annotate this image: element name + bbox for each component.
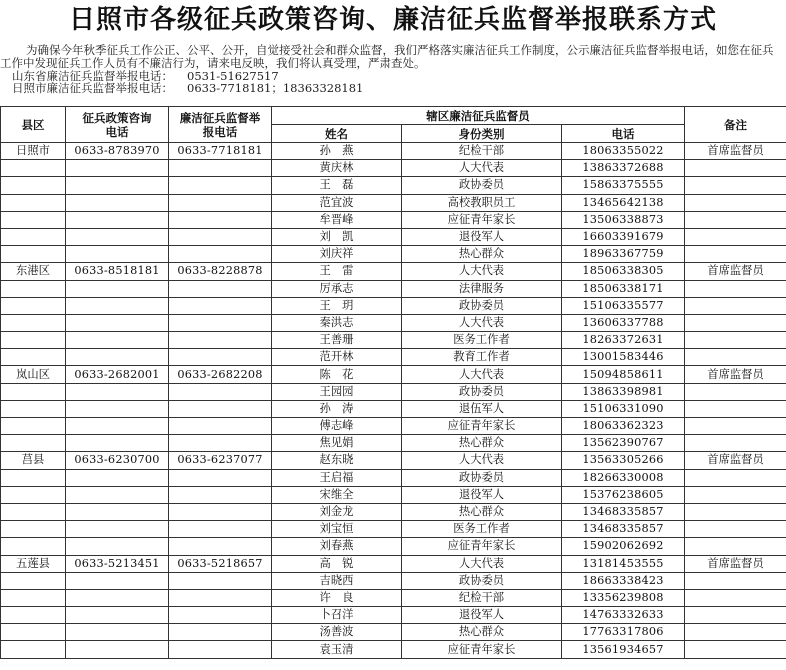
supervisor-name-cell: 秦洪志 (272, 314, 402, 331)
table-row (1, 589, 786, 606)
supervisor-name-cell: 吉晓西 (272, 572, 402, 589)
identity-cell: 政协委员 (402, 572, 562, 589)
supervisor-name-cell: 赵东晓 (272, 452, 402, 469)
supervisor-name-cell: 王 玥 (272, 297, 402, 314)
report-phone-cell (169, 418, 272, 435)
county-cell (1, 228, 66, 245)
phone-cell: 17763317806 (562, 624, 685, 641)
report-phone-cell (169, 280, 272, 297)
consult-phone-cell (66, 589, 169, 606)
remark-cell: 首席监督员 (685, 555, 786, 572)
phone-cell: 13468335857 (562, 521, 685, 538)
phone-cell: 13356239808 (562, 589, 685, 606)
consult-phone-cell (66, 607, 169, 624)
remark-cell (685, 194, 786, 211)
county-cell: 莒县 (1, 452, 66, 469)
consult-phone-cell: 0633-8518181 (66, 263, 169, 280)
remark-cell (685, 332, 786, 349)
phone-cell: 18963367759 (562, 246, 685, 263)
supervisor-name-cell: 高 锐 (272, 555, 402, 572)
supervisor-name-cell: 孙 涛 (272, 400, 402, 417)
table-row (1, 297, 786, 314)
city-hotline-phone: 0633-7718181；18363328181 (187, 81, 364, 96)
report-phone-cell (169, 538, 272, 555)
report-phone-cell (169, 297, 272, 314)
county-cell (1, 246, 66, 263)
supervisor-name-cell: 许 良 (272, 589, 402, 606)
identity-cell: 热心群众 (402, 246, 562, 263)
intro-paragraph: 为确保今年秋季征兵工作公正、公平、公开，自觉接受社会和群众监督，我们严格落实廉洁征兵工作制度，公示廉洁征兵监督举报电话，如您在征兵工作中发现征兵工作人员有不廉洁行为，请来电反映，我们将认真受理，严肃查处。 (0, 43, 774, 70)
consult-phone-cell (66, 177, 169, 194)
county-cell: 东港区 (1, 263, 66, 280)
phone-cell: 13606337788 (562, 314, 685, 331)
identity-cell: 应征青年家长 (402, 641, 562, 658)
county-cell (1, 400, 66, 417)
phone-cell: 14763332633 (562, 607, 685, 624)
phone-cell: 15863375555 (562, 177, 685, 194)
consult-phone-cell (66, 349, 169, 366)
header-report-phone: 廉洁征兵监督举报电话 (169, 107, 272, 143)
consult-phone-cell: 0633-6230700 (66, 452, 169, 469)
report-phone-cell (169, 400, 272, 417)
county-cell (1, 280, 66, 297)
consult-phone-cell (66, 418, 169, 435)
identity-cell: 热心群众 (402, 435, 562, 452)
table-row (1, 263, 786, 280)
report-phone-cell (169, 521, 272, 538)
remark-cell (685, 503, 786, 520)
table-row (1, 383, 786, 400)
county-cell (1, 418, 66, 435)
table-row (1, 538, 786, 555)
identity-cell: 政协委员 (402, 177, 562, 194)
supervisor-name-cell: 卜召洋 (272, 607, 402, 624)
identity-cell: 人大代表 (402, 366, 562, 383)
provincial-hotline-label: 山东省廉洁征兵监督举报电话： (12, 68, 173, 83)
intro-section (0, 44, 784, 95)
phone-cell: 13563305266 (562, 452, 685, 469)
supervisor-name-cell: 王 雷 (272, 263, 402, 280)
consult-phone-cell (66, 435, 169, 452)
table-row (1, 521, 786, 538)
remark-cell: 首席监督员 (685, 263, 786, 280)
identity-cell: 人大代表 (402, 160, 562, 177)
county-cell (1, 160, 66, 177)
county-cell (1, 503, 66, 520)
report-phone-cell (169, 589, 272, 606)
county-cell (1, 211, 66, 228)
table-row (1, 366, 786, 383)
table-row (1, 332, 786, 349)
consult-phone-cell (66, 332, 169, 349)
identity-cell: 教育工作者 (402, 349, 562, 366)
table-row (1, 624, 786, 641)
table-row (1, 143, 786, 160)
consult-phone-cell (66, 538, 169, 555)
supervisor-name-cell: 刘 凯 (272, 228, 402, 245)
remark-cell (685, 280, 786, 297)
phone-cell: 13465642138 (562, 194, 685, 211)
consult-phone-cell (66, 194, 169, 211)
consult-phone-cell (66, 246, 169, 263)
identity-cell: 政协委员 (402, 469, 562, 486)
consult-phone-cell (66, 297, 169, 314)
remark-cell (685, 641, 786, 658)
consult-phone-cell (66, 228, 169, 245)
county-cell (1, 383, 66, 400)
report-phone-cell (169, 349, 272, 366)
report-phone-cell (169, 160, 272, 177)
table-row (1, 228, 786, 245)
remark-cell (685, 538, 786, 555)
consult-phone-cell (66, 400, 169, 417)
table-row (1, 503, 786, 520)
supervisor-name-cell: 汤善波 (272, 624, 402, 641)
report-phone-cell (169, 435, 272, 452)
county-cell: 日照市 (1, 143, 66, 160)
remark-cell: 首席监督员 (685, 452, 786, 469)
report-phone-cell (169, 572, 272, 589)
remark-cell (685, 607, 786, 624)
identity-cell: 退役军人 (402, 607, 562, 624)
county-cell (1, 521, 66, 538)
header-phone: 电话 (562, 125, 685, 143)
county-cell (1, 607, 66, 624)
county-cell (1, 194, 66, 211)
remark-cell (685, 211, 786, 228)
phone-cell: 15902062692 (562, 538, 685, 555)
identity-cell: 热心群众 (402, 624, 562, 641)
table-row (1, 246, 786, 263)
report-phone-cell (169, 332, 272, 349)
phone-cell: 15106335577 (562, 297, 685, 314)
remark-cell (685, 572, 786, 589)
identity-cell: 纪检干部 (402, 143, 562, 160)
identity-cell: 应征青年家长 (402, 211, 562, 228)
table-row (1, 177, 786, 194)
remark-cell (685, 297, 786, 314)
report-phone-cell: 0633-7718181 (169, 143, 272, 160)
identity-cell: 纪检干部 (402, 589, 562, 606)
identity-cell: 医务工作者 (402, 521, 562, 538)
supervisor-name-cell: 陈 花 (272, 366, 402, 383)
table-row (1, 641, 786, 658)
identity-cell: 人大代表 (402, 314, 562, 331)
table-row (1, 194, 786, 211)
report-phone-cell (169, 641, 272, 658)
county-cell (1, 641, 66, 658)
consult-phone-cell: 0633-2682001 (66, 366, 169, 383)
supervisor-name-cell: 宋维全 (272, 486, 402, 503)
county-cell (1, 177, 66, 194)
identity-cell: 应征青年家长 (402, 418, 562, 435)
phone-cell: 13561934657 (562, 641, 685, 658)
phone-cell: 18263372631 (562, 332, 685, 349)
consult-phone-cell (66, 469, 169, 486)
supervisor-name-cell: 厉承志 (272, 280, 402, 297)
report-phone-cell (169, 624, 272, 641)
report-phone-cell (169, 503, 272, 520)
remark-cell (685, 160, 786, 177)
report-phone-cell (169, 194, 272, 211)
report-phone-cell (169, 314, 272, 331)
supervisor-name-cell: 刘春燕 (272, 538, 402, 555)
header-supervisors-group: 辖区廉洁征兵监督员 (272, 107, 685, 125)
remark-cell (685, 435, 786, 452)
phone-cell: 15094858611 (562, 366, 685, 383)
phone-cell: 13562390767 (562, 435, 685, 452)
supervisor-name-cell: 焦见娟 (272, 435, 402, 452)
remark-cell: 首席监督员 (685, 143, 786, 160)
county-cell (1, 486, 66, 503)
consult-phone-cell (66, 503, 169, 520)
header-remark: 备注 (685, 107, 786, 143)
phone-cell: 13001583446 (562, 349, 685, 366)
identity-cell: 人大代表 (402, 263, 562, 280)
phone-cell: 15376238605 (562, 486, 685, 503)
county-cell (1, 589, 66, 606)
table-row (1, 280, 786, 297)
identity-cell: 退伍军人 (402, 400, 562, 417)
report-phone-cell (169, 469, 272, 486)
supervisor-name-cell: 王园园 (272, 383, 402, 400)
remark-cell (685, 521, 786, 538)
table-row (1, 435, 786, 452)
consult-phone-cell (66, 624, 169, 641)
table-row (1, 572, 786, 589)
supervisor-name-cell: 傅志峰 (272, 418, 402, 435)
report-phone-cell (169, 486, 272, 503)
phone-cell: 13863372688 (562, 160, 685, 177)
report-phone-cell: 0633-5218657 (169, 555, 272, 572)
phone-cell: 18266330008 (562, 469, 685, 486)
supervisor-name-cell: 王启福 (272, 469, 402, 486)
report-phone-cell: 0633-2682208 (169, 366, 272, 383)
phone-cell: 13863398981 (562, 383, 685, 400)
county-cell (1, 624, 66, 641)
identity-cell: 医务工作者 (402, 332, 562, 349)
remark-cell (685, 400, 786, 417)
header-consult-phone: 征兵政策咨询电话 (66, 107, 169, 143)
county-cell (1, 538, 66, 555)
identity-cell: 人大代表 (402, 555, 562, 572)
supervisor-name-cell: 刘宝恒 (272, 521, 402, 538)
remark-cell (685, 486, 786, 503)
identity-cell: 政协委员 (402, 383, 562, 400)
identity-cell: 退役军人 (402, 486, 562, 503)
table-row (1, 555, 786, 572)
table-row (1, 418, 786, 435)
report-phone-cell (169, 211, 272, 228)
phone-cell: 18663338423 (562, 572, 685, 589)
phone-cell: 18506338171 (562, 280, 685, 297)
identity-cell: 退役军人 (402, 228, 562, 245)
remark-cell (685, 228, 786, 245)
report-phone-cell (169, 383, 272, 400)
consult-phone-cell (66, 280, 169, 297)
supervisor-name-cell: 王善珊 (272, 332, 402, 349)
county-cell (1, 349, 66, 366)
phone-cell: 13181453555 (562, 555, 685, 572)
supervisor-name-cell: 黄庆林 (272, 160, 402, 177)
phone-cell: 13468335857 (562, 503, 685, 520)
supervisor-name-cell: 范开林 (272, 349, 402, 366)
phone-cell: 18063355022 (562, 143, 685, 160)
table-row (1, 400, 786, 417)
consult-phone-cell (66, 160, 169, 177)
identity-cell: 热心群众 (402, 503, 562, 520)
supervisor-name-cell: 刘庆祥 (272, 246, 402, 263)
identity-cell: 高校教职员工 (402, 194, 562, 211)
county-cell (1, 572, 66, 589)
table-row (1, 160, 786, 177)
consult-phone-cell: 0633-8783970 (66, 143, 169, 160)
table-row (1, 607, 786, 624)
county-cell (1, 469, 66, 486)
remark-cell (685, 349, 786, 366)
county-cell (1, 297, 66, 314)
city-hotline (0, 82, 784, 95)
supervisor-name-cell: 袁玉清 (272, 641, 402, 658)
header-county: 县区 (1, 107, 66, 143)
county-cell (1, 314, 66, 331)
supervisor-name-cell: 孙 燕 (272, 143, 402, 160)
supervisor-name-cell: 范宜波 (272, 194, 402, 211)
remark-cell (685, 246, 786, 263)
county-cell (1, 435, 66, 452)
report-phone-cell (169, 177, 272, 194)
county-cell: 五莲县 (1, 555, 66, 572)
remark-cell (685, 418, 786, 435)
county-cell: 岚山区 (1, 366, 66, 383)
table-row (1, 314, 786, 331)
table-row (1, 211, 786, 228)
remark-cell (685, 177, 786, 194)
identity-cell: 人大代表 (402, 452, 562, 469)
report-phone-cell: 0633-8228878 (169, 263, 272, 280)
table-row (1, 486, 786, 503)
supervisor-name-cell: 王 磊 (272, 177, 402, 194)
consult-phone-cell (66, 314, 169, 331)
remark-cell (685, 383, 786, 400)
consult-phone-cell (66, 211, 169, 228)
identity-cell: 政协委员 (402, 297, 562, 314)
phone-cell: 18063362323 (562, 418, 685, 435)
phone-cell: 15106331090 (562, 400, 685, 417)
header-identity: 身份类别 (402, 125, 562, 143)
consult-phone-cell (66, 383, 169, 400)
supervisor-name-cell: 牟晋峰 (272, 211, 402, 228)
table-row (1, 452, 786, 469)
report-phone-cell (169, 228, 272, 245)
city-hotline-label: 日照市廉洁征兵监督举报电话： (12, 81, 173, 96)
page-title: 日照市各级征兵政策咨询、廉洁征兵监督举报联系方式 (68, 5, 717, 35)
identity-cell: 应征青年家长 (402, 538, 562, 555)
report-phone-cell: 0633-6237077 (169, 452, 272, 469)
table-row (1, 349, 786, 366)
phone-cell: 18506338305 (562, 263, 685, 280)
consult-phone-cell (66, 641, 169, 658)
phone-cell: 13506338873 (562, 211, 685, 228)
contact-table (0, 106, 786, 659)
county-cell (1, 332, 66, 349)
header-name: 姓名 (272, 125, 402, 143)
report-phone-cell (169, 246, 272, 263)
remark-cell (685, 589, 786, 606)
provincial-hotline-phone: 0531-51627517 (187, 68, 279, 83)
consult-phone-cell (66, 521, 169, 538)
consult-phone-cell: 0633-5213451 (66, 555, 169, 572)
table-body (1, 143, 786, 659)
remark-cell: 首席监督员 (685, 366, 786, 383)
phone-cell: 16603391679 (562, 228, 685, 245)
report-phone-cell (169, 607, 272, 624)
remark-cell (685, 469, 786, 486)
identity-cell: 法律服务 (402, 280, 562, 297)
remark-cell (685, 314, 786, 331)
supervisor-name-cell: 刘金龙 (272, 503, 402, 520)
consult-phone-cell (66, 572, 169, 589)
consult-phone-cell (66, 486, 169, 503)
table-row (1, 469, 786, 486)
remark-cell (685, 624, 786, 641)
